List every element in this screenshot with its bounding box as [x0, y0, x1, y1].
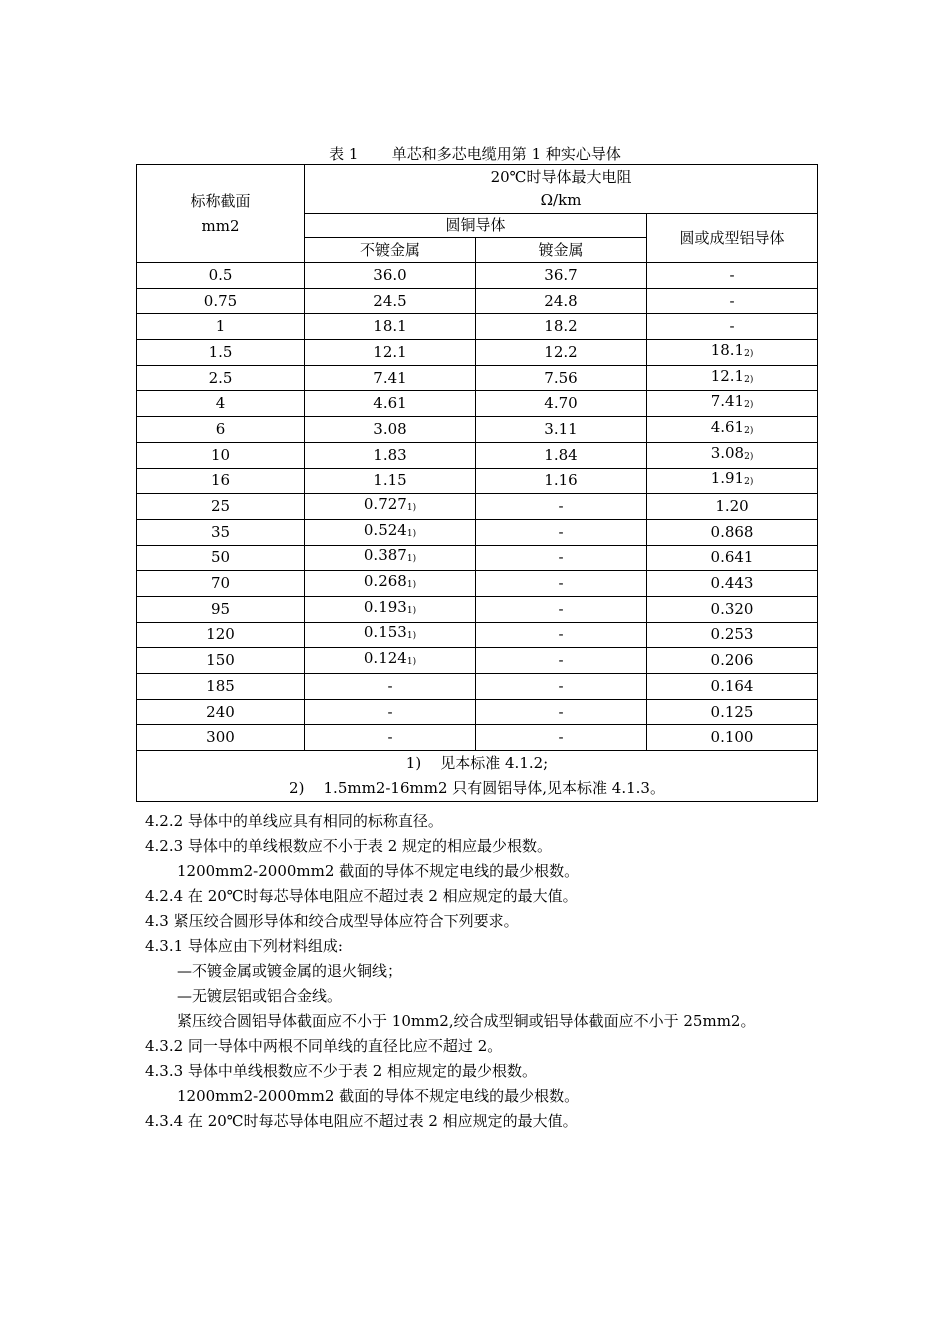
cell-coated: [476, 596, 647, 622]
paragraph-line: 4.3.2 同一导体中两根不同单线的直径比应不超过 2。: [145, 1037, 503, 1055]
cell-coated-value: -: [558, 522, 564, 541]
cell-coated: [476, 545, 647, 571]
cell-area: [137, 442, 305, 468]
cell-plain: [305, 596, 476, 622]
cell-aluminium-value: -: [729, 265, 735, 284]
table-row: [137, 365, 818, 391]
cell-plain: [305, 417, 476, 443]
header-max-resistance-label: 20℃时导体最大电阻: [490, 168, 632, 186]
cell-plain-value: 1.15: [373, 471, 407, 490]
cell-area-value: 35: [210, 522, 231, 541]
cell-plain-value: 0.124: [363, 649, 407, 668]
cell-area-value: 1: [215, 317, 226, 336]
cell-area: [137, 571, 305, 597]
cell-aluminium-value: 0.868: [710, 522, 754, 541]
cell-plain: [305, 314, 476, 340]
table-caption: 表 1 单芯和多芯电缆用第 1 种实心导体: [329, 145, 621, 163]
cell-aluminium: [647, 288, 818, 314]
paragraph-line: —不镀金属或镀金属的退火铜线；: [177, 962, 403, 980]
cell-plain-value: 36.0: [373, 265, 407, 284]
cell-area: [137, 340, 305, 366]
cell-aluminium-value: 3.08: [710, 443, 745, 462]
paragraph-line: 4.3.1 导体应由下列材料组成:: [145, 937, 343, 955]
cell-coated-value: 1.84: [544, 445, 578, 464]
cell-plain: [305, 288, 476, 314]
cell-area: [137, 391, 305, 417]
cell-area: [137, 494, 305, 520]
table-note: 1) 见本标准 4.1.2;: [405, 754, 549, 773]
cell-coated: [476, 417, 647, 443]
cell-aluminium: [647, 519, 818, 545]
table-row: [137, 674, 818, 700]
cell-aluminium: [647, 365, 818, 391]
cell-aluminium-value: 0.100: [710, 728, 754, 747]
cell-plain-value: 3.08: [373, 419, 407, 438]
cell-area: [137, 545, 305, 571]
cell-coated-value: 24.8: [544, 291, 578, 310]
cell-area-value: 240: [206, 702, 235, 721]
footnote-marker: 2): [744, 348, 754, 359]
cell-area: [137, 365, 305, 391]
cell-area: [137, 596, 305, 622]
cell-coated-value: -: [558, 548, 564, 567]
cell-coated: [476, 263, 647, 289]
notes-row: [137, 751, 818, 802]
footnote-marker: 1): [406, 657, 417, 668]
table-row: [137, 263, 818, 289]
cell-area: [137, 519, 305, 545]
table-row: [137, 545, 818, 571]
cell-aluminium: [647, 622, 818, 648]
table-row: [137, 340, 818, 366]
cell-aluminium-value: 0.206: [710, 651, 754, 670]
cell-area-value: 120: [206, 625, 235, 644]
cell-coated-value: 4.70: [544, 394, 578, 413]
cell-plain-value: 4.61: [373, 394, 407, 413]
footnote-marker: 1): [406, 580, 417, 591]
table-row: [137, 468, 818, 494]
footnote-marker: 1): [406, 554, 417, 565]
cell-plain: [305, 340, 476, 366]
cell-plain: [305, 468, 476, 494]
cell-aluminium-value: 0.320: [710, 599, 754, 618]
cell-coated: [476, 340, 647, 366]
cell-aluminium: [647, 571, 818, 597]
cell-coated: [476, 571, 647, 597]
cell-coated-value: -: [558, 702, 564, 721]
paragraph-line: 4.2.2 导体中的单线应具有相同的标称直径。: [145, 812, 443, 830]
cell-plain-value: -: [387, 676, 393, 695]
paragraph-line: 1200mm2-2000mm2 截面的导体不规定电线的最少根数。: [177, 1087, 580, 1105]
header-aluminium: 圆或成型铝导体: [647, 214, 818, 263]
cell-area: [137, 288, 305, 314]
cell-aluminium-value: 0.641: [710, 548, 754, 567]
cell-plain-value: 1.83: [373, 445, 407, 464]
cell-plain-value: -: [387, 702, 393, 721]
table-row: [137, 314, 818, 340]
cell-aluminium-value: 0.125: [710, 702, 754, 721]
paragraph-line: 4.2.4 在 20℃时每芯导体电阻应不超过表 2 相应规定的最大值。: [145, 887, 578, 905]
cell-plain: [305, 263, 476, 289]
cell-aluminium: [647, 340, 818, 366]
header-max-resistance: [305, 165, 818, 214]
cell-coated: [476, 442, 647, 468]
cell-plain-value: 0.524: [363, 520, 407, 539]
cell-plain-value: 0.193: [363, 597, 407, 616]
cell-coated: [476, 622, 647, 648]
cell-plain-value: 12.1: [373, 342, 407, 361]
paragraph-line: 4.3.3 导体中单线根数应不少于表 2 相应规定的最少根数。: [145, 1062, 538, 1080]
cell-plain: [305, 519, 476, 545]
cell-coated: [476, 674, 647, 700]
cell-aluminium: [647, 699, 818, 725]
table-row: [137, 622, 818, 648]
cell-aluminium: [647, 674, 818, 700]
footnote-marker: 2): [744, 451, 754, 462]
cell-coated-value: -: [558, 599, 564, 618]
table-row: [137, 288, 818, 314]
cell-plain: [305, 725, 476, 751]
cell-aluminium-value: 1.91: [710, 469, 745, 488]
header-coated: 镀金属: [476, 238, 647, 263]
footnote-marker: 1): [406, 631, 417, 642]
cell-plain: [305, 494, 476, 520]
cell-aluminium: [647, 391, 818, 417]
cell-coated-value: -: [558, 574, 564, 593]
cell-aluminium-value: 18.1: [710, 340, 745, 359]
footnote-marker: 1): [406, 528, 417, 539]
cell-aluminium: [647, 417, 818, 443]
cell-coated-value: -: [558, 728, 564, 747]
cell-aluminium: [647, 725, 818, 751]
paragraph-line: 1200mm2-2000mm2 截面的导体不规定电线的最少根数。: [177, 862, 580, 880]
cell-area-value: 50: [210, 548, 231, 567]
cell-coated-value: 36.7: [544, 265, 578, 284]
table-row: [137, 494, 818, 520]
paragraph-line: 紧压绞合圆铝导体截面应不小于 10mm2,绞合成型铜或铝导体截面应不小于 25mm2。: [177, 1012, 756, 1030]
cell-plain: [305, 622, 476, 648]
cell-aluminium-value: 0.253: [710, 625, 754, 644]
cell-coated: [476, 288, 647, 314]
cell-area: [137, 725, 305, 751]
cell-area-value: 25: [210, 497, 231, 516]
cell-plain: [305, 699, 476, 725]
cell-aluminium: [647, 545, 818, 571]
cell-coated: [476, 468, 647, 494]
header-max-resistance-unit: Ω/km: [540, 191, 582, 209]
cell-area-value: 4: [215, 394, 226, 413]
footnote-marker: 2): [744, 425, 754, 436]
cell-area-value: 70: [210, 574, 231, 593]
cell-coated-value: 7.56: [544, 368, 578, 387]
cell-area-value: 2.5: [208, 368, 233, 387]
cell-aluminium-value: 0.443: [710, 574, 754, 593]
cell-area: [137, 674, 305, 700]
cell-area-value: 1.5: [208, 342, 233, 361]
paragraph-line: 4.2.3 导体中的单线根数应不小于表 2 规定的相应最少根数。: [145, 837, 553, 855]
cell-aluminium: [647, 442, 818, 468]
paragraph-line: 4.3.4 在 20℃时每芯导体电阻应不超过表 2 相应规定的最大值。: [145, 1112, 578, 1130]
cell-aluminium-value: 7.41: [710, 392, 745, 411]
paragraph-line: —无镀层铝或铝合金线。: [177, 987, 343, 1005]
cell-plain-value: 7.41: [373, 368, 407, 387]
table-row: [137, 725, 818, 751]
cell-area: [137, 648, 305, 674]
cell-aluminium-value: -: [729, 291, 735, 310]
cell-aluminium-value: 4.61: [710, 417, 745, 436]
footnote-marker: 2): [744, 374, 754, 385]
table-row: [137, 417, 818, 443]
header-nominal-area: [137, 165, 305, 263]
header-nominal-area-unit: mm2: [201, 216, 240, 235]
header-copper-group: 圆铜导体: [305, 214, 647, 238]
cell-coated: [476, 494, 647, 520]
cell-coated-value: 18.2: [544, 317, 578, 336]
table-notes: [137, 751, 818, 802]
cell-aluminium-value: -: [729, 317, 735, 336]
cell-aluminium-value: 12.1: [710, 366, 745, 385]
cell-coated: [476, 314, 647, 340]
cell-plain-value: 0.153: [363, 623, 407, 642]
cell-aluminium-value: 0.164: [710, 676, 754, 695]
cell-plain: [305, 545, 476, 571]
table-row: [137, 571, 818, 597]
cell-area-value: 300: [206, 728, 235, 747]
cell-aluminium: [647, 494, 818, 520]
cell-coated: [476, 648, 647, 674]
cell-plain: [305, 571, 476, 597]
cell-plain: [305, 648, 476, 674]
cell-area-value: 185: [206, 676, 235, 695]
table-row: [137, 596, 818, 622]
cell-area: [137, 263, 305, 289]
cell-plain-value: -: [387, 728, 393, 747]
cell-plain-value: 0.387: [363, 546, 407, 565]
cell-area-value: 0.75: [203, 291, 238, 310]
footnote-marker: 1): [406, 503, 417, 514]
cell-area: [137, 699, 305, 725]
cell-plain-value: 0.727: [363, 495, 407, 514]
cell-plain-value: 24.5: [373, 291, 407, 310]
cell-coated: [476, 725, 647, 751]
table-row: [137, 519, 818, 545]
footnote-marker: 2): [744, 400, 754, 411]
paragraph-line: 4.3 紧压绞合圆形导体和绞合成型导体应符合下列要求。: [145, 912, 519, 930]
cell-coated: [476, 519, 647, 545]
cell-coated-value: -: [558, 676, 564, 695]
cell-aluminium: [647, 314, 818, 340]
cell-coated-value: -: [558, 625, 564, 644]
cell-coated-value: -: [558, 497, 564, 516]
footnote-marker: 1): [406, 605, 417, 616]
cell-plain-value: 18.1: [373, 317, 407, 336]
cell-aluminium: [647, 648, 818, 674]
cell-area-value: 0.5: [208, 265, 233, 284]
table-row: [137, 391, 818, 417]
footnote-marker: 2): [744, 477, 754, 488]
cell-aluminium-value: 1.20: [715, 497, 749, 516]
cell-area-value: 10: [210, 445, 231, 464]
cell-coated: [476, 365, 647, 391]
cell-area-value: 6: [215, 419, 226, 438]
cell-coated-value: 3.11: [544, 419, 578, 438]
cell-area: [137, 417, 305, 443]
table-row: [137, 699, 818, 725]
table-row: [137, 442, 818, 468]
cell-coated: [476, 391, 647, 417]
table-note: 2) 1.5mm2-16mm2 只有圆铝导体,见本标准 4.1.3。: [289, 779, 665, 798]
header-nominal-area-label: 标称截面: [190, 191, 251, 210]
cell-area: [137, 468, 305, 494]
cell-area: [137, 622, 305, 648]
table-row: [137, 648, 818, 674]
cell-area-value: 150: [206, 651, 235, 670]
cell-plain: [305, 365, 476, 391]
cell-aluminium: [647, 596, 818, 622]
cell-coated-value: 12.2: [544, 342, 578, 361]
cell-area-value: 95: [210, 599, 231, 618]
cell-plain: [305, 391, 476, 417]
header-plain: 不镀金属: [305, 238, 476, 263]
conductor-resistance-table: [136, 164, 818, 802]
cell-coated: [476, 699, 647, 725]
cell-plain-value: 0.268: [363, 572, 407, 591]
cell-plain: [305, 674, 476, 700]
cell-area-value: 16: [210, 471, 231, 490]
cell-coated-value: 1.16: [544, 471, 578, 490]
cell-area: [137, 314, 305, 340]
cell-plain: [305, 442, 476, 468]
cell-aluminium: [647, 263, 818, 289]
cell-aluminium: [647, 468, 818, 494]
cell-coated-value: -: [558, 651, 564, 670]
